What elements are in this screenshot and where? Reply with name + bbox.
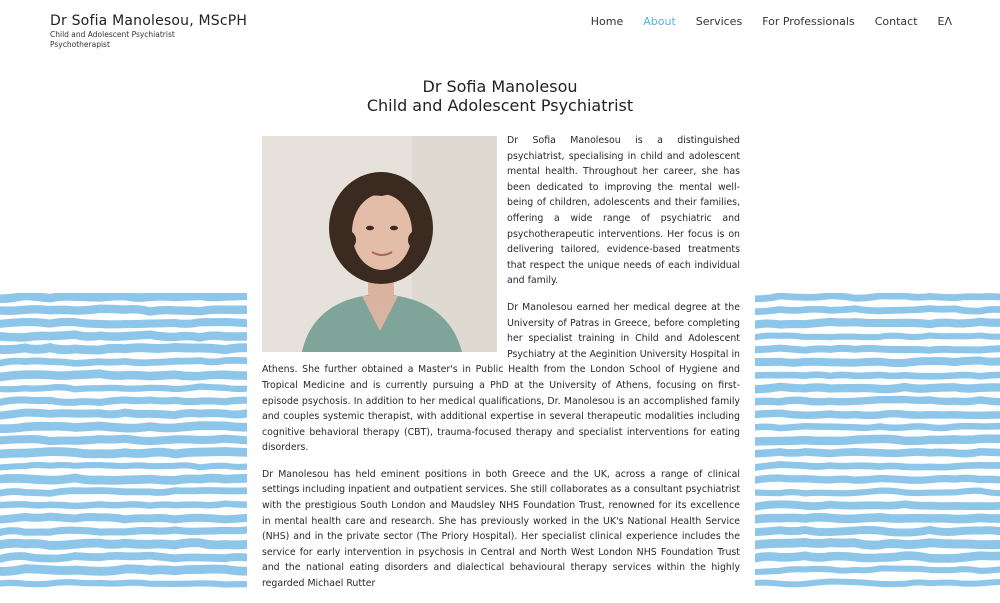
about-paragraph-2: Dr Manolesou earned her medical degree at the University of Patras in Greece, before completing her specialist training in Child and Adolescent Psychiatry at the Aeginition University Hospital in Athens. She further obtained a Master's in Public Health from the London School of Hygiene and Tropical Medicine and is currently pursuing a PhD at the University of Athens, focusing on first-episode psychosis. In addition to her medical qualifications, Dr. Manolesou is an accomplished family and couples systemic therapist, with additional expertise in several therapeutic modalities including cognitive behavioral therapy (CBT), trauma-focused therapy and specialist interventions for eating disorders. [262,301,740,454]
wave-stroke [755,568,1000,572]
wave-stroke [0,517,247,520]
nav-services[interactable]: Services [695,15,743,28]
portrait-photo [262,136,497,352]
wave-stroke [0,491,247,494]
wave-stroke [755,375,1000,377]
wave-stroke [0,296,247,299]
wave-stroke [755,387,1000,389]
wave-stroke [755,543,1000,546]
wave-stroke [0,335,247,338]
wave-stroke [0,556,247,559]
decorative-wave-stripes-left [0,293,247,588]
wave-stroke [755,491,1000,494]
page-title-role: Child and Adolescent Psychiatrist [366,96,634,115]
portrait-illustration [262,136,497,352]
wave-stroke [0,582,247,584]
wave-stroke [0,400,247,403]
wave-stroke [755,530,1000,533]
wave-stroke [0,543,247,546]
wave-stroke [0,530,247,533]
nav-about[interactable]: About [643,15,676,28]
brand-name: Dr Sofia Manolesou, MScPH [50,13,248,29]
wave-stroke [0,360,247,363]
about-paragraph-1: Dr Sofia Manolesou is a distinguished psychiatrist, specialising in child and adolescent mental health. Throughout her career, she has been dedicated to improving the mental well-being of children, adolescents and their families, offering a wide range of psychiatric and psychotherapeutic interventions. Her focus is on delivering tailored, evidence-based treatments that respect the unique needs of each individual and family. [507,135,740,287]
wave-stroke [0,569,247,572]
wave-stroke [755,504,1000,507]
wave-stroke [0,452,247,455]
about-content [262,133,740,603]
wave-stroke [755,426,1000,428]
wave-stroke [755,439,1000,442]
wave-stroke [755,452,1000,454]
wave-stroke [755,478,1000,480]
wave-stroke [755,348,1000,350]
about-paragraph-3: Dr Manolesou has held eminent positions in both Greece and the UK, across a range of clinical settings including inpatient and outpatient services. She still collaborates as a consultant psychiatrist with the prestigious South London and Maudsley NHS Foundation Trust, renowned for its excellence in mental health care and research. She has previously worked in the UK's National Health Service (NHS) and in the private sector (The Priory Hospital). Her specialist clinical experience includes the service for early intervention in psychosis in Central and North West London NHS Foundation Trust and the national eating disorders and dialectical behavioural therapy services within the highly regarded Michael Rutter [262,468,740,590]
main-nav [571,15,952,29]
wave-stroke [755,336,1000,338]
wave-stroke [755,322,1000,325]
wave-stroke [0,465,247,468]
wave-stroke [755,582,1000,585]
nav-contact[interactable]: Contact [874,15,918,28]
wave-stroke [0,413,247,416]
brand-logo[interactable] [50,12,247,49]
page-title-name: Dr Sofia Manolesou [422,77,578,96]
wave-stroke [755,309,1000,312]
wave-stroke [755,296,1000,299]
nav-for-professionals[interactable]: For Professionals [762,15,855,28]
site-header [0,0,1000,60]
wave-stroke [755,400,1000,403]
nav-home[interactable]: Home [590,15,624,28]
brand-subtitle-2: Psychotherapist [50,39,110,49]
wave-stroke [0,426,247,429]
page-title [0,77,1000,115]
wave-stroke [0,504,247,506]
wave-stroke [755,413,1000,415]
decorative-wave-stripes-right [755,293,1000,588]
wave-stroke [755,465,1000,468]
wave-stroke [0,348,247,350]
wave-stroke [0,387,247,390]
wave-stroke [755,517,1000,519]
wave-stroke [755,556,1000,559]
nav-language-greek[interactable]: ΕΛ [937,15,952,28]
wave-stroke [0,439,247,442]
brand-subtitle: Child and Adolescent Psychiatrist [50,30,175,39]
wave-stroke [0,374,247,377]
wave-stroke [0,478,247,481]
wave-stroke [0,309,247,312]
wave-stroke [0,322,247,324]
wave-stroke [755,361,1000,364]
